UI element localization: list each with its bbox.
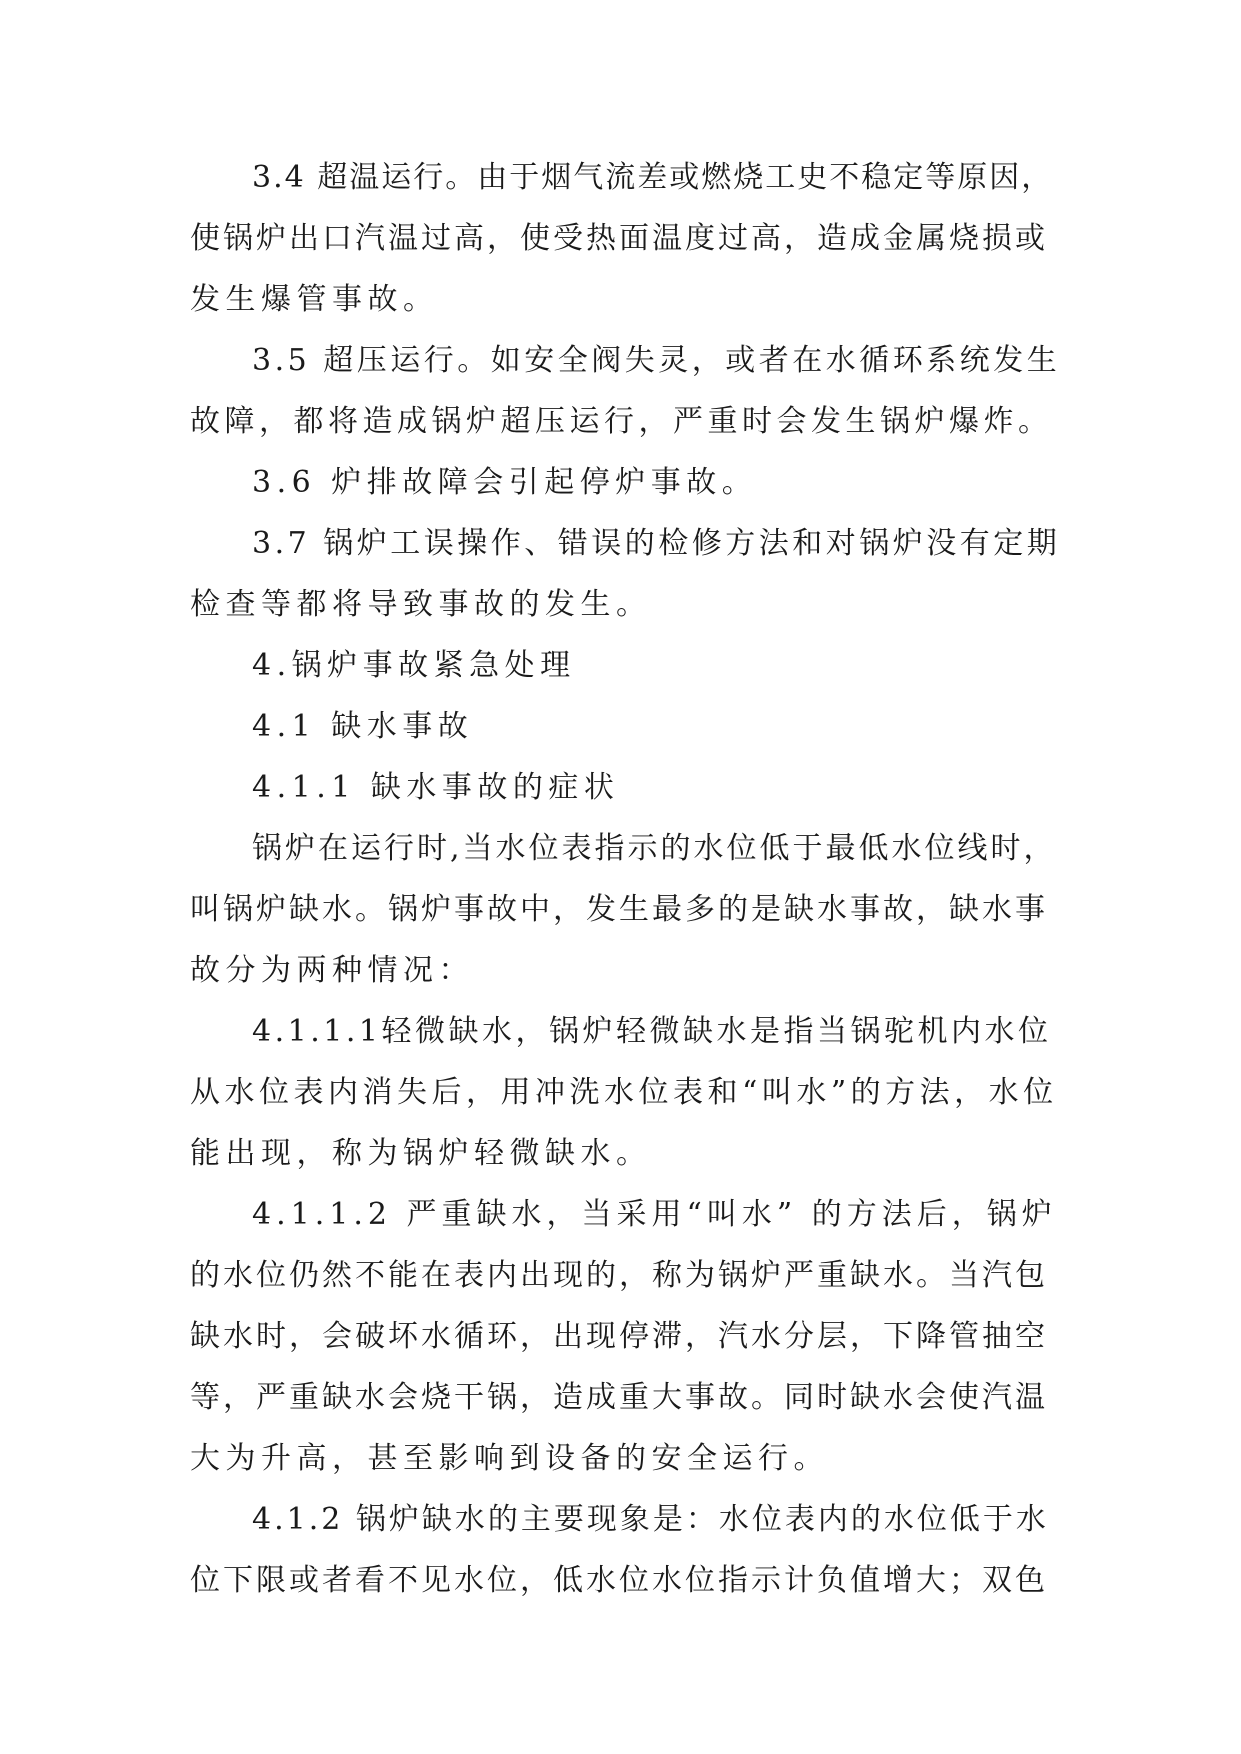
heading-4-1 (190, 703, 1060, 751)
text-line: 从水位表内消失后，用冲洗水位表和“叫水”的方法，水位 (190, 1075, 1058, 1110)
paragraph-3-5 (190, 337, 1060, 446)
text-line: 故障，都将造成锅炉超压运行，严重时会发生锅炉爆炸。 (190, 404, 1053, 439)
paragraph-4-1-1-1 (190, 1008, 1060, 1178)
section-heading: 4.1.1 缺水事故的症状 (252, 770, 620, 805)
text-line: 3.6 炉排故障会引起停炉事故。 (252, 465, 758, 500)
paragraph-4-1-1-2 (190, 1191, 1060, 1483)
text-line: 4.1.2 锅炉缺水的主要现象是：水位表内的水位低于水 (252, 1502, 1049, 1537)
text-line: 3.4 超温运行。由于烟气流差或燃烧工史不稳定等原因， (252, 160, 1054, 195)
paragraph-water-shortage (190, 825, 1060, 995)
paragraph-3-7 (190, 520, 1060, 629)
section-heading: 4.锅炉事故紧急处理 (252, 648, 576, 683)
text-line: 故分为两种情况： (190, 953, 474, 988)
text-line: 叫锅炉缺水。锅炉事故中，发生最多的是缺水事故，缺水事 (190, 892, 1048, 927)
text-line: 大为升高，甚至影响到设备的安全运行。 (190, 1441, 829, 1476)
paragraph-4-1-2 (190, 1496, 1060, 1605)
text-line: 等，严重缺水会烧干锅，造成重大事故。同时缺水会使汽温 (190, 1380, 1048, 1415)
text-line: 锅炉在运行时,当水位表指示的水位低于最低水位线时， (252, 831, 1057, 866)
text-line: 的水位仍然不能在表内出现的，称为锅炉严重缺水。当汽包 (190, 1258, 1048, 1293)
section-heading: 4.1 缺水事故 (252, 709, 474, 744)
paragraph-3-6 (190, 459, 1060, 507)
text-line: 3.5 超压运行。如安全阀失灵，或者在水循环系统发生 (252, 343, 1061, 378)
text-line: 能出现，称为锅炉轻微缺水。 (190, 1136, 652, 1171)
document-body (190, 154, 1060, 1618)
text-line: 3.7 锅炉工误操作、错误的检修方法和对锅炉没有定期 (252, 526, 1061, 561)
text-line: 4.1.1.1轻微缺水，锅炉轻微缺水是指当锅驼机内水位 (252, 1014, 1052, 1049)
text-line: 使锅炉出口汽温过高，使受热面温度过高，造成金属烧损或 (190, 221, 1048, 256)
text-line: 发生爆管事故。 (190, 282, 439, 317)
text-line: 缺水时，会破坏水循环，出现停滞，汽水分层，下降管抽空 (190, 1319, 1048, 1354)
text-line: 位下限或者看不见水位，低水位水位指示计负值增大；双色 (190, 1563, 1048, 1598)
heading-4-1-1 (190, 764, 1060, 812)
text-line: 4.1.1.2 严重缺水，当采用“叫水” 的方法后，锅炉 (252, 1197, 1057, 1232)
heading-4 (190, 642, 1060, 690)
paragraph-3-4 (190, 154, 1060, 324)
text-line: 检查等都将导致事故的发生。 (190, 587, 652, 622)
